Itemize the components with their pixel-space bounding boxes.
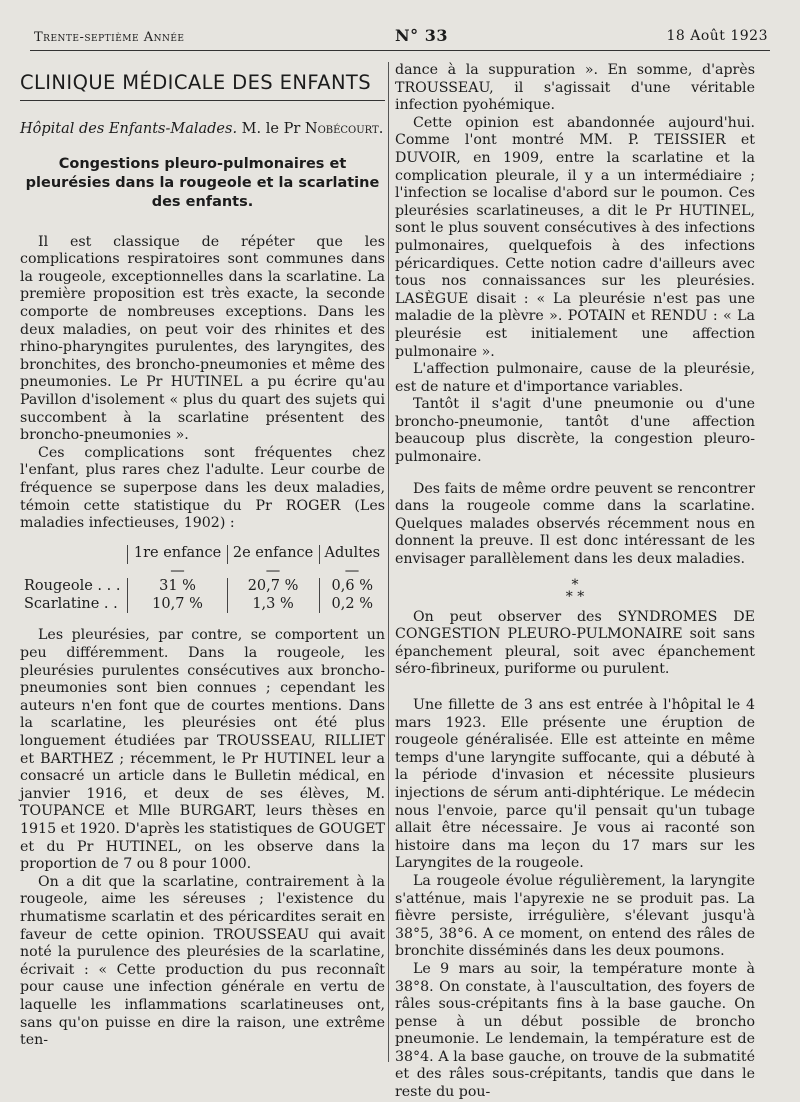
table-cell: 20,7 %	[227, 578, 319, 596]
paragraph: Tantôt il s'agit d'une pneumonie ou d'une broncho-pneumonie, tantôt d'une affection beaucoup plus discrète, la congestion pleuro-pulmonaire.	[395, 396, 755, 466]
hospital-name: Hôpital des Enfants-Malades.	[20, 121, 238, 137]
professor-name: Nobécourt.	[304, 121, 384, 137]
table-dash: —	[265, 563, 281, 580]
table-header: 1re enfance	[128, 545, 227, 565]
table-dash: —	[170, 563, 185, 580]
paragraph: On peut observer des SYNDROMES DE CONGESTION PLEURO-PULMONAIRE soit sans épanchement pleural, soit avec épanchement séro-fibrineux, puriforme ou purulent.	[395, 608, 755, 678]
asterism-bottom: * *	[565, 588, 585, 605]
section-title: CLINIQUE MÉDICALE DES ENFANTS	[20, 71, 372, 94]
section-rule	[20, 100, 385, 101]
table-header: Adultes	[319, 545, 385, 565]
page-header	[30, 26, 768, 48]
table-header: 2e enfance	[227, 545, 319, 565]
row-label: Scarlatine . .	[24, 595, 118, 612]
table-cell: 1,3 %	[227, 596, 319, 614]
paragraph: Il est classique de répéter que les complications respiratoires sont communes dans la rougeole, exceptionnelles dans la scarlatine. La première proposition est très exacte, la seconde comporte de nombreuses exceptions. Dans les deux maladies, on peut voir des rhinites et des rhino-pharyngites purulentes, des laryngites, des bronchites, des broncho-pneumonies et même des pneumonies. Le Pr HUTINEL a pu écrire qu'au Pavillon d'isolement « plus du quart des sujets qui succombent à la scarlatine présentent des broncho-pneumonies ».	[20, 233, 385, 444]
column-divider	[388, 62, 389, 1062]
table-corner	[20, 545, 128, 565]
year-label: Trente-septième Année	[34, 30, 185, 45]
statistics-table	[20, 545, 385, 614]
paragraph: On a dit que la scarlatine, contrairement à la rougeole, aime les séreuses ; l'existence du rhumatisme scarlatin et des péricardites serait en faveur de cette opinion. TROUSSEAU qui avait noté la purulence des pleurésies de la scarlatine, écrivait : « Cette production du pus reconnaît pour cause une infection générale en vertu de laquelle les inflammations scarlatineuses ont, sans qu'on puisse en dire la raison, une extrême ten-	[20, 873, 385, 1049]
spacer	[395, 679, 755, 697]
table-dash: —	[344, 563, 360, 580]
header-rule	[30, 50, 770, 51]
table-header-row	[20, 545, 385, 565]
asterism	[395, 576, 755, 605]
issue-date: 18 Août 1923	[666, 28, 768, 44]
table-cell: 0,2 %	[319, 596, 385, 614]
paragraph: L'affection pulmonaire, cause de la pleurésie, est de nature et d'importance variables.	[395, 361, 755, 395]
article-title: Congestions pleuro-pulmonaires et pleurésies dans la rougeole et la scarlatine des enfants.	[25, 155, 380, 210]
paragraph: Les pleurésies, par contre, se comportent un peu différemment. Dans la rougeole, les pleurésies purulentes consécutives aux broncho-pneumonies sont bien connues ; cependant les auteurs n'en font que de courtes mentions. Dans la scarlatine, les pleurésies ont été plus longuement étudiées par TROUSSEAU, RILLIET et BARTHEZ ; récemment, le Pr HUTINEL leur a consacré un article dans le Bulletin médical, en janvier 1916, et deux de ses élèves, M. TOUPANCE et Mlle BURGART, leurs thèses en 1915 et 1920. D'après les statistiques de GOUGET et du Pr HUTINEL, on les observe dans la proportion de 7 ou 8 pour 1000.	[20, 627, 385, 873]
table-dash-blank	[20, 564, 128, 578]
paragraph: dance à la suppuration ». En somme, d'après TROUSSEAU, il s'agissait d'une véritable infection pyohémique.	[395, 62, 755, 114]
issue-number: N° 33	[395, 26, 448, 45]
hospital-prefix: M. le Pr	[237, 121, 305, 137]
spacer	[395, 467, 755, 481]
paragraph: Une fillette de 3 ans est entrée à l'hôpital le 4 mars 1923. Elle présente une éruption de rougeole généralisée. Elle est atteinte en même temps d'une laryngite suffocante, qui a débuté à la période d'invasion et nécessite plusieurs injections de sérum anti-diphtérique. Le médecin nous l'envoie, parce qu'il pensait qu'un tubage allait être nécessaire. Je vous ai raconté son histoire dans ma leçon du 17 mars sur les Laryngites de la rougeole.	[395, 697, 755, 872]
table-cell: 10,7 %	[128, 596, 227, 614]
right-column	[395, 62, 755, 1102]
paragraph: La rougeole évolue régulièrement, la laryngite s'atténue, mais l'apyrexie ne se produit pas. La fièvre persiste, irrégulière, s'élevant jusqu'à 38°5, 38°6. A ce moment, on entend des râles de bronchite disséminés dans les deux poumons.	[395, 872, 755, 960]
table-cell: 31 %	[128, 578, 227, 596]
table-dash-row	[20, 564, 385, 578]
asterism-top: *	[571, 576, 579, 593]
paragraph: Le 9 mars au soir, la température monte à 38°8. On constate, à l'auscultation, des foyers de râles sous-crépitants fins à la base gauche. On pense à un début possible de broncho pneumonie. Le lendemain, la température est de 38°4. A la base gauche, on trouve de la submatité et des râles sous-crépitants, tandis que dans le reste du pou-	[395, 960, 755, 1101]
table-row	[20, 596, 385, 614]
left-column	[20, 62, 385, 1050]
table-row	[20, 578, 385, 596]
paragraph: Des faits de même ordre peuvent se rencontrer dans la rougeole comme dans la scarlatine. Quelques malades observés récemment nous en donnent la preuve. Il est donc intéressant de les envisager parallèlement dans les deux maladies.	[395, 480, 755, 568]
row-label: Rougeole . . .	[24, 578, 121, 595]
table-cell: 0,6 %	[319, 578, 385, 596]
paragraph: Cette opinion est abandonnée aujourd'hui. Comme l'ont montré MM. P. TEISSIER et DUVOIR, en 1909, entre la scarlatine et la complication pleurale, il y a un intermédiaire ; l'infection se localise d'abord sur le poumon. Ces pleurésies scarlatineuses, a dit le Pr HUTINEL, sont le plus souvent consécutives à des infections pulmonaires, quelquefois à des infections péricardiques. Cette notion cadre d'ailleurs avec tous nos connaissances sur les pleurésies. LASÈGUE disait : « La pleurésie n'est pas une maladie de la plèvre ». POTAIN et RENDU : « La pleurésie est initialement une affection pulmonaire ».	[395, 114, 755, 360]
hospital-line	[20, 121, 385, 139]
paragraph: Ces complications sont fréquentes chez l'enfant, plus rares chez l'adulte. Leur courbe de fréquence se superpose dans les deux maladies, témoin cette statistique du Pr ROGER (Les maladies infectieuses, 1902) :	[20, 444, 385, 532]
